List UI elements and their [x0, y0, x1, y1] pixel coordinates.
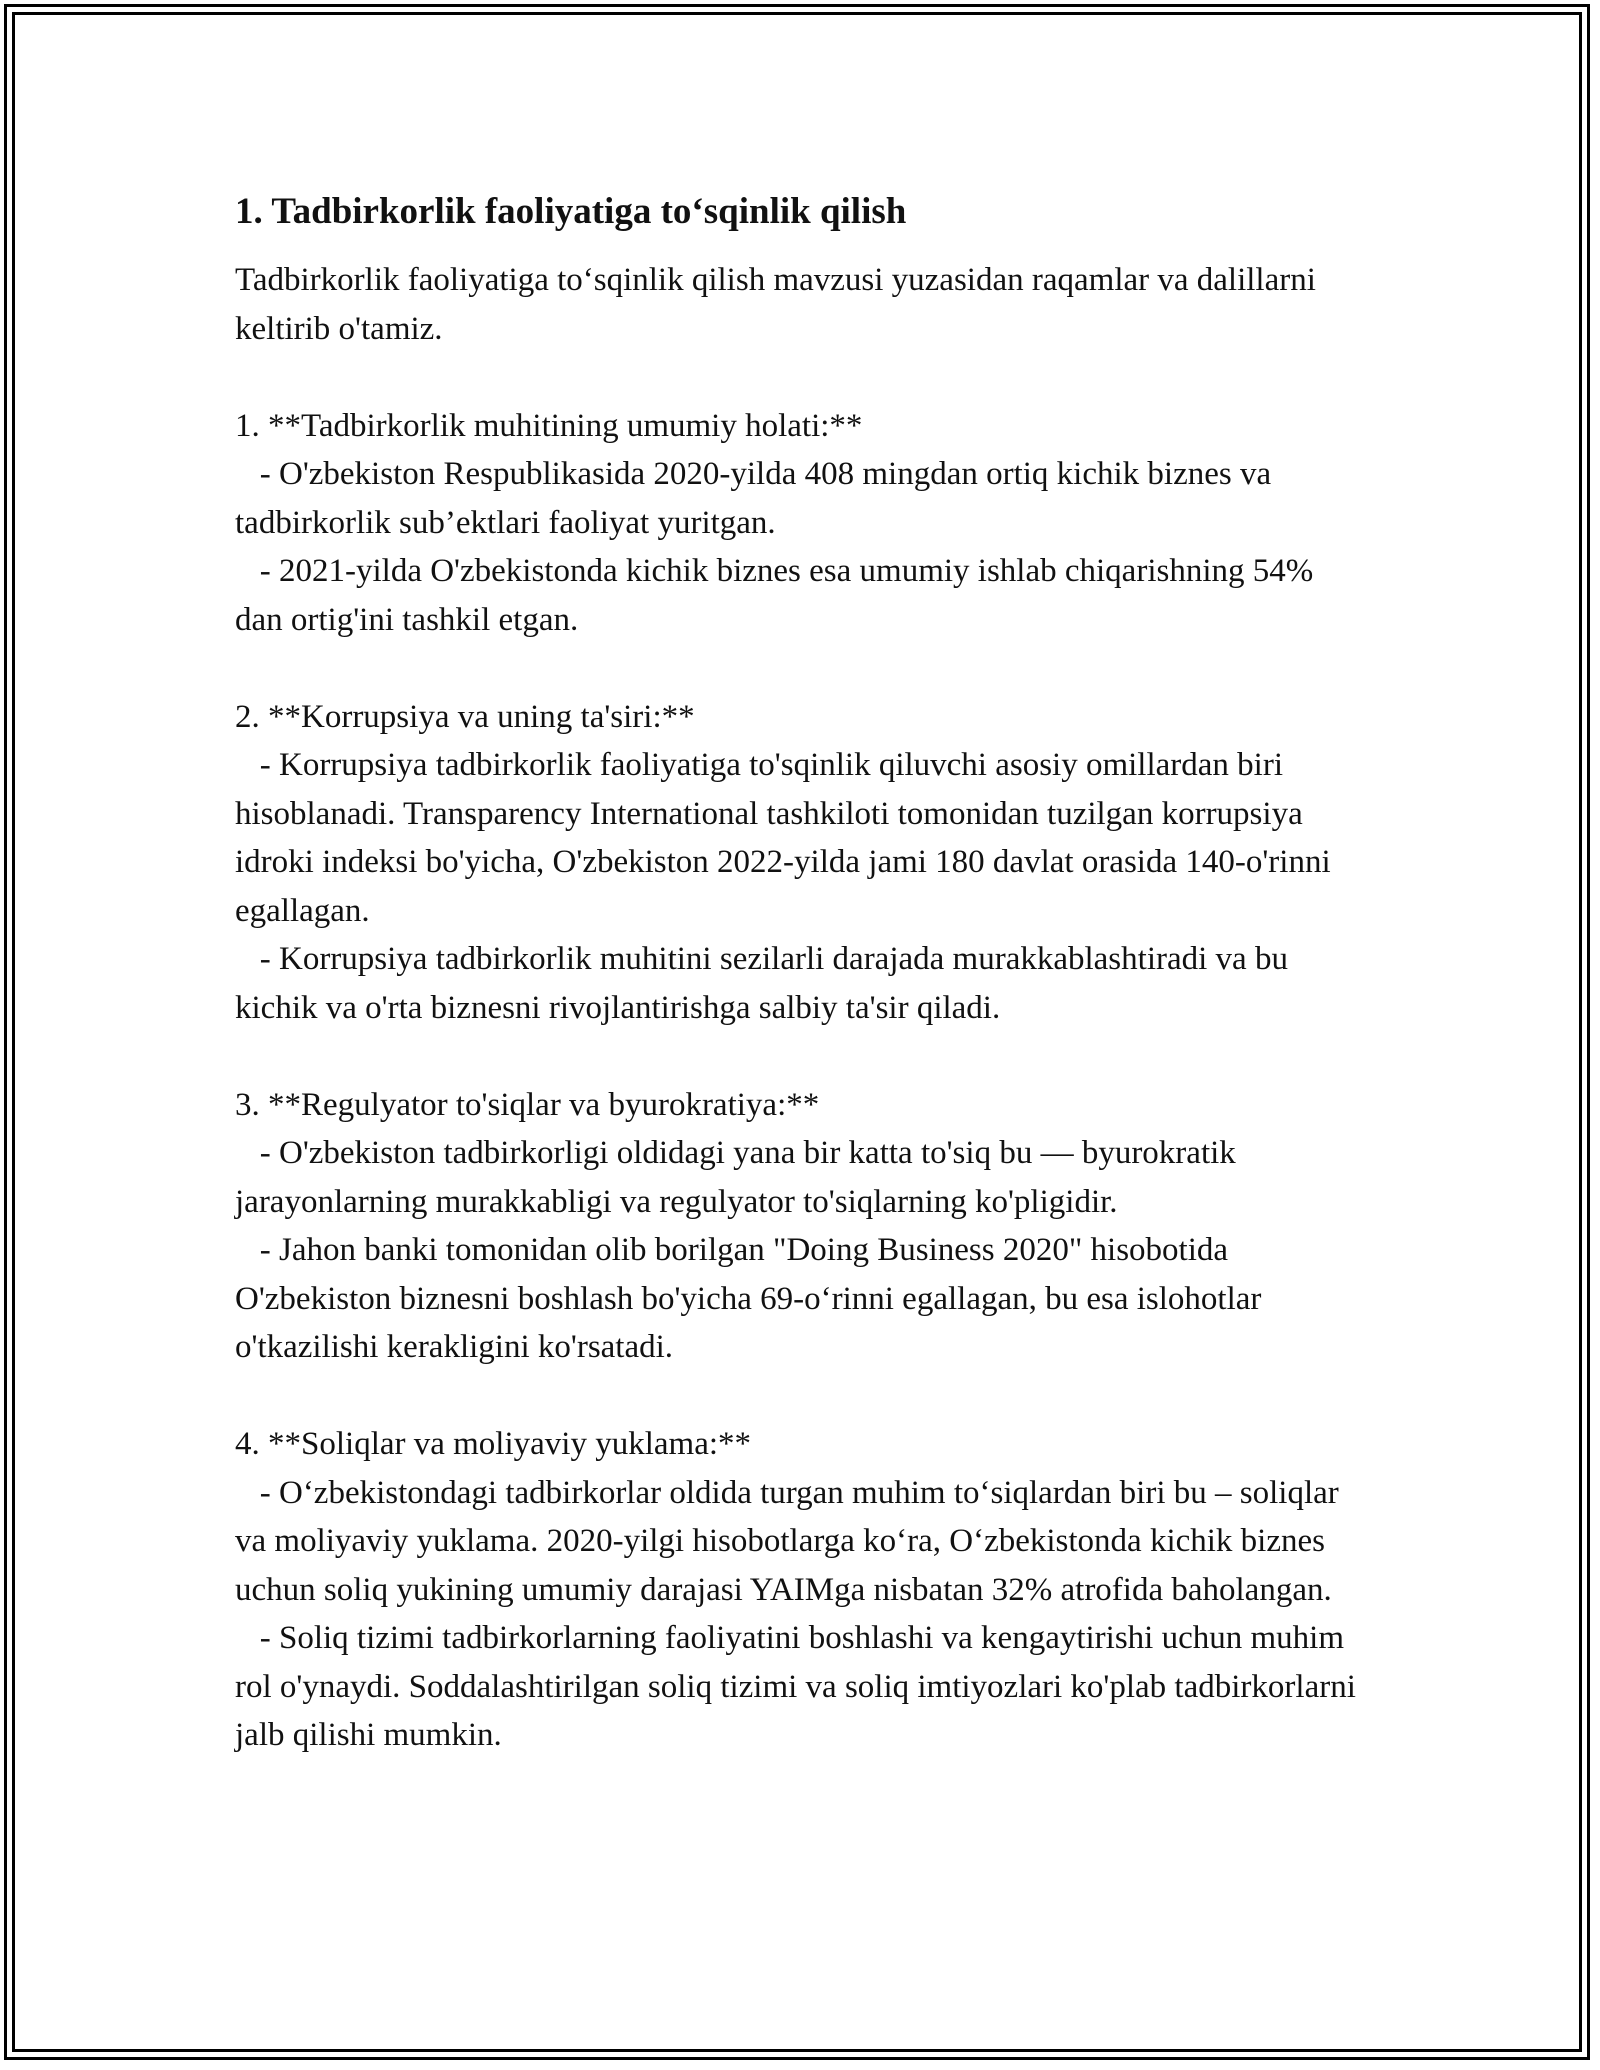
- intro-paragraph: Tadbirkorlik faoliyatiga to‘sqinlik qilish mavzusi yuzasidan raqamlar va dalillarni keltirib o'tamiz.: [235, 262, 1325, 347]
- document-body: [235, 186, 1365, 1760]
- section-item: - Korrupsiya tadbirkorlik faoliyatiga to'sqinlik qiluvchi asosiy omillardan biri hisoblanadi. Transparency International tashkiloti tomonidan tuzilgan korrupsiya idroki indeksi bo'yicha, O'zbekiston 2022-yilda jami 180 davlat orasida 140-o'rinni egallagan.: [235, 747, 1339, 929]
- section-title: 1. **Tadbirkorlik muhitining umumiy holati:**: [235, 407, 863, 444]
- section-item: - Jahon banki tomonidan olib borilgan "Doing Business 2020" hisobotida O'zbekiston biznesni boshlash bo'yicha 69-o‘rinni egallagan, bu esa islohotlar o'tkazilishi kerakligini ko'rsatadi.: [235, 1232, 1270, 1365]
- section-3: [235, 1081, 1365, 1372]
- section-title: 4. **Soliqlar va moliyaviy yuklama:**: [235, 1426, 752, 1462]
- section-item: - 2021-yilda O'zbekistonda kichik biznes esa umumiy ishlab chiqarishning 54% dan ortig'ini tashkil etgan.: [235, 553, 1322, 638]
- paragraph-gap: [235, 353, 1365, 402]
- section-2: [235, 693, 1365, 1033]
- section-4: [235, 1420, 1365, 1760]
- section-1: [235, 402, 1365, 645]
- section-item: - O'zbekiston Respublikasida 2020-yilda 408 mingdan ortiq kichik biznes va tadbirkorlik sub’ektlari faoliyat yuritgan.: [235, 456, 1280, 541]
- section-item: - Korrupsiya tadbirkorlik muhitini sezilarli darajada murakkablashtiradi va bu kichik va o'rta biznesni rivojlantirishga salbiy ta'sir qiladi.: [235, 941, 1297, 1026]
- section-title: 2. **Korrupsiya va uning ta'siri:**: [235, 698, 695, 735]
- section-item: - Soliq tizimi tadbirkorlarning faoliyatini boshlashi va kengaytirishi uchun muhim rol o'ynaydi. Soddalashtirilgan soliq tizimi va soliq imtiyozlari ko'plab tadbirkorlarni jalb qilishi mumkin.: [235, 1620, 1365, 1753]
- paragraph-gap: [235, 1032, 1365, 1081]
- document-heading: 1. Tadbirkorlik faoliyatiga to‘sqinlik qilish: [235, 191, 907, 232]
- section-item: - O‘zbekistondagi tadbirkorlar oldida turgan muhim to‘siqlardan biri bu – soliqlar va moliyaviy yuklama. 2020-yilgi hisobotlarga ko‘ra, O‘zbekistonda kichik biznes uchun soliq yukining umumiy darajasi YAIMga nisbatan 32% atrofida baholangan.: [235, 1474, 1347, 1608]
- paragraph-gap: [235, 644, 1365, 693]
- paragraph-gap: [235, 1372, 1365, 1421]
- section-item: - O'zbekiston tadbirkorligi oldidagi yana bir katta to'siq bu — byurokratik jarayonlarning murakkabligi va regulyator to'siqlarning ko'pligidir.: [235, 1135, 1245, 1220]
- section-title: 3. **Regulyator to'siqlar va byurokratiya:**: [235, 1086, 820, 1123]
